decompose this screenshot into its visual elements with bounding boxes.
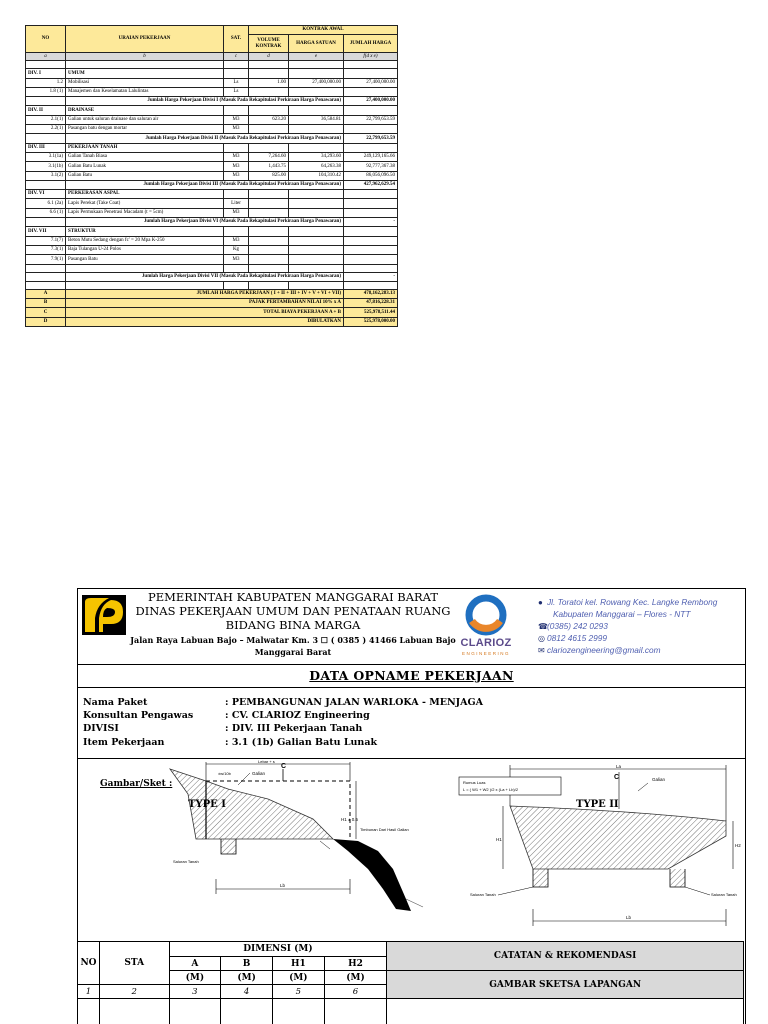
data-cell[interactable] [324, 999, 387, 1024]
item-no: 3.1(1b) [26, 162, 66, 171]
t2-galian-label: Galian [652, 777, 666, 782]
col-no-header: NO [78, 942, 100, 985]
empty-cell [66, 264, 224, 272]
subtotal-amount: 427,962,629.54 [344, 180, 398, 189]
item-no: 3.1(1a) [26, 152, 66, 161]
item-unit-price [289, 255, 344, 264]
item-volume: 7,264.60 [249, 152, 289, 161]
empty-cell [289, 61, 344, 69]
item-volume [249, 255, 289, 264]
opname-form [77, 588, 746, 1024]
boq-row-item [26, 171, 398, 180]
item-volume [249, 125, 289, 134]
phone-icon: ☎ [538, 622, 548, 631]
item-unit: Liter [224, 199, 249, 208]
item-unit-price: 34,293.60 [289, 152, 344, 161]
division-no: DIV. III [26, 143, 66, 152]
item-unit-price [289, 208, 344, 217]
location-pin-icon: ● [538, 598, 543, 607]
subtotal-label: Jumlah Harga Pekerjaan Divisi II (Masuk Pada Rekapitulasi Perkiraan Harga Penawaran) [66, 134, 344, 143]
item-unit: M3 [224, 208, 249, 217]
t2-formula: L = ( W1 + W2 )/2 x (La + Lb)/2 [463, 787, 519, 792]
t1-lb-label: Lb [280, 883, 286, 888]
empty-cell [224, 227, 249, 236]
col-index-row [26, 53, 398, 61]
col-index: e [289, 53, 344, 61]
dimensi-header: DIMENSI (M) [169, 942, 387, 957]
letterhead-line-2: DINAS PEKERJAAN UMUM DAN PENATAAN RUANG [135, 604, 451, 618]
division-title: PERKERASAN ASPAL [66, 190, 224, 199]
contact-address-2-text: Kabupaten Manggarai – Flores - NTT [553, 609, 691, 619]
empty-cell [249, 61, 289, 69]
col-index: d [249, 53, 289, 61]
boq-row-tot [26, 289, 398, 298]
boq-row-item [26, 236, 398, 245]
empty-cell [249, 227, 289, 236]
empty-cell [289, 227, 344, 236]
letterhead-line-3: BIDANG BINA MARGA [225, 618, 361, 632]
brand-name: CLARIOZ [460, 637, 512, 649]
item-unit-price: 64,263.38 [289, 162, 344, 171]
subtotal-label: Jumlah Harga Pekerjaan Divisi VII (Masuk Pada Rekapitulasi Perkiraan Harga Penawaran) [66, 272, 344, 281]
sketch-area [78, 759, 745, 941]
item-volume: 825.00 [249, 171, 289, 180]
item-unit: M3 [224, 255, 249, 264]
type2-section [459, 764, 741, 926]
t2-c-label: C [614, 774, 620, 781]
boq-row-div [26, 106, 398, 115]
item-unit: Kg [224, 245, 249, 254]
item-volume [249, 199, 289, 208]
item-no: 2.2(1) [26, 125, 66, 134]
boq-row-div [26, 190, 398, 199]
item-total: 27,400,000.00 [344, 78, 398, 87]
boq-row-tot [26, 317, 398, 326]
subtotal-amount: 27,400,000.00 [344, 97, 398, 106]
division-no: DIV. I [26, 69, 66, 78]
t1-top-label: Lebar + s [258, 759, 275, 764]
empty-cell [26, 61, 66, 69]
item-unit-price [289, 87, 344, 96]
item-total [344, 199, 398, 208]
empty-cell [289, 69, 344, 78]
t2-la-label: La [616, 764, 622, 769]
boq-row-item [26, 255, 398, 264]
item-no: 7.3(1) [26, 245, 66, 254]
type-1-label: TYPE I [188, 799, 226, 810]
empty-cell [249, 264, 289, 272]
empty-cell [289, 143, 344, 152]
info-label: Item Pekerjaan [83, 737, 165, 748]
empty-cell [224, 106, 249, 115]
t2-h1-label: H1 [496, 837, 502, 842]
item-total: 86,056,096.50 [344, 171, 398, 180]
boq-table [25, 25, 398, 327]
letterhead-address: Jalan Raya Labuan Bajo – Malwatar Km. 3 ☐ ( 0385 ) 41466 Labuan Bajo [130, 635, 456, 645]
empty-cell [26, 180, 66, 189]
col-index: b [66, 53, 224, 61]
boq-row-item [26, 152, 398, 161]
total-label: DIBULATKAN [66, 317, 344, 326]
boq-row-item [26, 115, 398, 124]
item-unit: M3 [224, 152, 249, 161]
item-description: Galian untuk saluran drainase dan saluran air [66, 115, 224, 124]
col-a-header: A [169, 957, 221, 971]
info-label: Nama Paket [83, 697, 148, 708]
item-volume [249, 236, 289, 245]
item-volume [249, 87, 289, 96]
item-no: 6.6 (1) [26, 208, 66, 217]
empty-cell [344, 227, 398, 236]
contact-address [538, 597, 717, 607]
contact-phone-text: (0385) 242 0293 [547, 621, 608, 631]
t2-formula-title: Rumus Luas [463, 780, 486, 785]
item-unit: Ls [224, 87, 249, 96]
cross-section-sketch [78, 759, 745, 941]
item-volume: 1.00 [249, 78, 289, 87]
boq-row-sub [26, 97, 398, 106]
item-unit-price [289, 199, 344, 208]
empty-cell [26, 272, 66, 281]
boq-row-sub [26, 272, 398, 281]
t1-saluran-label: Saluran Tanah [173, 859, 199, 864]
item-unit: M3 [224, 171, 249, 180]
item-unit-price: 104,310.42 [289, 171, 344, 180]
item-description: Beton Mutu Sedang dengan fc' = 20 Mpa K-250 [66, 236, 224, 245]
boq-row-sub [26, 134, 398, 143]
item-unit: M3 [224, 115, 249, 124]
empty-cell [289, 281, 344, 289]
division-title: DRAINASE [66, 106, 224, 115]
unit-label: (M) [324, 971, 387, 985]
item-no: 2.1(1) [26, 115, 66, 124]
sketch-label: Gambar/Sket : [100, 779, 173, 789]
t2-saluran-left-label: Saluran Tanah [470, 892, 496, 897]
document-title: DATA OPNAME PEKERJAAN [309, 668, 514, 683]
item-description: Manajemen dan Keselamatan Lalulintas [66, 87, 224, 96]
subtotal-label: Jumlah Harga Pekerjaan Divisi III (Masuk Pada Rekapitulasi Perkiraan Harga Penawaran) [66, 180, 344, 189]
col-h2-header: H2 [324, 957, 387, 971]
total-code: D [26, 317, 66, 326]
empty-cell [344, 190, 398, 199]
item-unit: M3 [224, 236, 249, 245]
divider [78, 687, 745, 688]
subtotal-amount: - [344, 218, 398, 227]
item-total [344, 87, 398, 96]
unit-label: (M) [221, 971, 273, 985]
col-index: f(d x e) [344, 53, 398, 61]
type1-section [170, 759, 423, 911]
total-label: JUMLAH HARGA PEKERJAAN ( I + II + III + IV + V + VI + VII) [66, 289, 344, 298]
letterhead [78, 589, 745, 665]
contact-whatsapp [538, 633, 607, 643]
boq-row-item [26, 78, 398, 87]
total-amount: 47,816,228.31 [344, 299, 398, 308]
empty-cell [249, 143, 289, 152]
boq-row-sub [26, 180, 398, 189]
data-cell[interactable] [169, 999, 221, 1024]
gambar-sketsa-header: GAMBAR SKETSA LAPANGAN [387, 971, 744, 999]
col-index: 2 [99, 985, 169, 999]
item-unit: Ls [224, 78, 249, 87]
total-code: C [26, 308, 66, 317]
col-sta-header: STA [99, 942, 169, 985]
empty-cell [224, 264, 249, 272]
division-title: STRUKTUR [66, 227, 224, 236]
item-total: 249,129,165.66 [344, 152, 398, 161]
contact-phone [538, 621, 608, 631]
col-index: c [224, 53, 249, 61]
total-amount: 478,162,283.13 [344, 289, 398, 298]
contact-email [538, 645, 661, 655]
t1-h1-label: H1 ± 0.5 [341, 817, 358, 822]
letterhead-address-city: Manggarai Barat [254, 647, 332, 657]
empty-cell [224, 69, 249, 78]
t1-timbunan-label: Timbunan Dari Hasil Galian [360, 827, 409, 832]
empty-cell [224, 61, 249, 69]
col-index: a [26, 53, 66, 61]
item-unit: M3 [224, 125, 249, 134]
boq-row-item [26, 208, 398, 217]
empty-cell [26, 264, 66, 272]
item-no: 6.1 (2a) [26, 199, 66, 208]
item-unit: M3 [224, 162, 249, 171]
col-jumlah-header: JUMLAH HARGA [344, 35, 398, 53]
contact-whatsapp-text: 0812 4615 2999 [547, 633, 607, 643]
empty-cell [224, 281, 249, 289]
subtotal-amount: 22,799,653.59 [344, 134, 398, 143]
col-harga-header: HARGA SATUAN [289, 35, 344, 53]
item-description: Lapis Permukaan Penetrasi Macadam (t = 5cm) [66, 208, 224, 217]
boq-row-blank [26, 264, 398, 272]
item-volume [249, 208, 289, 217]
item-total [344, 255, 398, 264]
item-description: Mobilisasi [66, 78, 224, 87]
division-no: DIV. VII [26, 227, 66, 236]
empty-cell [249, 69, 289, 78]
mail-icon: ✉ [538, 646, 545, 655]
empty-cell [26, 134, 66, 143]
division-title: UMUM [66, 69, 224, 78]
item-volume: 1,443.75 [249, 162, 289, 171]
empty-cell [224, 143, 249, 152]
item-unit-price [289, 236, 344, 245]
item-no: 1.2 [26, 78, 66, 87]
subtotal-label: Jumlah Harga Pekerjaan Divisi VI (Masuk Pada Rekapitulasi Perkiraan Harga Penawaran) [66, 218, 344, 227]
empty-cell [289, 190, 344, 199]
empty-cell [289, 264, 344, 272]
empty-cell [26, 97, 66, 106]
item-unit-price [289, 125, 344, 134]
col-h1-header: H1 [272, 957, 324, 971]
pu-logo-icon [81, 594, 127, 636]
contact-address-text: Jl. Toratoi kel. Rowang Kec. Langke Rembong [547, 597, 718, 607]
empty-cell [344, 106, 398, 115]
col-uraian-header: URAIAN PEKERJAAN [66, 26, 224, 53]
empty-cell [344, 264, 398, 272]
total-label: TOTAL BIAYA PEKERJAAN A + B [66, 308, 344, 317]
division-title: PEKERJAAN TANAH [66, 143, 224, 152]
item-total [344, 125, 398, 134]
data-cell[interactable] [221, 999, 273, 1024]
empty-cell [249, 106, 289, 115]
division-no: DIV. VI [26, 190, 66, 199]
item-description: Galian Tanah Biasa [66, 152, 224, 161]
item-description: Galian Batu Lunak [66, 162, 224, 171]
contact-email-text: clariozengineering@gmail.com [547, 645, 661, 655]
empty-cell [249, 190, 289, 199]
item-no: 3.1(2) [26, 171, 66, 180]
boq-row-blank [26, 61, 398, 69]
boq-row-item [26, 125, 398, 134]
empty-cell [344, 143, 398, 152]
total-amount: 525,978,000.00 [344, 317, 398, 326]
item-volume: 623.20 [249, 115, 289, 124]
t1-c-label: C [281, 763, 287, 770]
item-description: Pasangan batu dengan mortar [66, 125, 224, 134]
brand-subtitle: ENGINEERING [461, 651, 510, 656]
empty-cell [344, 281, 398, 289]
total-code: B [26, 299, 66, 308]
t2-h2-label: H2 [735, 843, 741, 848]
item-total [344, 208, 398, 217]
unit-label: (M) [169, 971, 221, 985]
item-no: 7.1(7) [26, 236, 66, 245]
whatsapp-icon: ◎ [538, 634, 545, 643]
total-code: A [26, 289, 66, 298]
boq-row-item [26, 162, 398, 171]
empty-cell [249, 281, 289, 289]
item-no: 1.8 (1) [26, 87, 66, 96]
subtotal-amount: - [344, 272, 398, 281]
total-amount: 525,978,511.44 [344, 308, 398, 317]
total-label: PAJAK PERTAMBAHAN NILAI 10% x A [66, 299, 344, 308]
col-index: 3 [169, 985, 221, 999]
info-value: : 3.1 (1b) Galian Batu Lunak [225, 737, 378, 748]
item-unit-price [289, 245, 344, 254]
boq-row-item [26, 87, 398, 96]
boq-row-blank [26, 281, 398, 289]
boq-row-item [26, 245, 398, 254]
item-total: 92,777,367.38 [344, 162, 398, 171]
contact-address-2 [553, 609, 690, 619]
t2-lb-label: Lb [626, 915, 632, 920]
division-no: DIV. II [26, 106, 66, 115]
type-2-label: TYPE II [576, 799, 619, 810]
unit-label: (M) [272, 971, 324, 985]
item-total: 22,799,653.59 [344, 115, 398, 124]
item-description: Lapis Perekat (Take Coat) [66, 199, 224, 208]
info-value: : CV. CLARIOZ Engineering [225, 710, 370, 721]
letterhead-line-1: PEMERINTAH KABUPATEN MANGGARAI BARAT [147, 590, 439, 604]
info-value: : DIV. III Pekerjaan Tanah [225, 723, 363, 734]
boq-row-item [26, 199, 398, 208]
empty-cell [26, 218, 66, 227]
boq-row-div [26, 227, 398, 236]
item-description: Pasangan Batu [66, 255, 224, 264]
empty-cell [289, 106, 344, 115]
item-unit-price: 36,584.81 [289, 115, 344, 124]
item-unit-price: 27,400,000.00 [289, 78, 344, 87]
data-cell[interactable] [78, 999, 100, 1024]
empty-cell [344, 69, 398, 78]
item-description: Baja Tulangan U-24 Polos [66, 245, 224, 254]
col-index: 6 [324, 985, 387, 999]
empty-cell [66, 61, 224, 69]
col-index: 4 [221, 985, 273, 999]
info-value: : PEMBANGUNAN JALAN WARLOKA - MENJAGA [225, 697, 484, 708]
col-sat-header: SAT. [224, 26, 249, 53]
kontrak-awal-header: KONTRAK AWAL [249, 26, 398, 35]
info-label: Konsultan Pengawas [83, 710, 194, 721]
data-cell[interactable] [387, 999, 744, 1024]
empty-cell [224, 190, 249, 199]
col-index: 5 [272, 985, 324, 999]
t2-saluran-right-label: Saluran Tanah [711, 892, 737, 897]
info-label: DIVISI [83, 723, 119, 734]
dimension-table [77, 941, 744, 1024]
col-index: 1 [78, 985, 100, 999]
item-volume [249, 245, 289, 254]
col-no-header: NO [26, 26, 66, 53]
item-description: Galian Batu [66, 171, 224, 180]
empty-cell [66, 281, 224, 289]
col-volume-header: VOLUME KONTRAK [249, 35, 289, 53]
boq-row-div [26, 69, 398, 78]
empty-cell [26, 281, 66, 289]
item-total [344, 236, 398, 245]
boq-row-div [26, 143, 398, 152]
item-no: 7.9(1) [26, 255, 66, 264]
empty-cell [344, 61, 398, 69]
boq-row-tot [26, 308, 398, 317]
data-cell[interactable] [272, 999, 324, 1024]
catatan-header: CATATAN & REKOMENDASI [387, 942, 744, 971]
data-cell[interactable] [99, 999, 169, 1024]
boq-row-tot [26, 299, 398, 308]
t1-galian-label: Galian [252, 771, 266, 776]
col-b-header: B [221, 957, 273, 971]
item-total [344, 245, 398, 254]
t1-w10-label: ±w/10b [218, 771, 231, 776]
boq-row-sub [26, 218, 398, 227]
subtotal-label: Jumlah Harga Pekerjaan Divisi I (Masuk Pada Rekapitulasi Perkiraan Harga Penawaran) [66, 97, 344, 106]
